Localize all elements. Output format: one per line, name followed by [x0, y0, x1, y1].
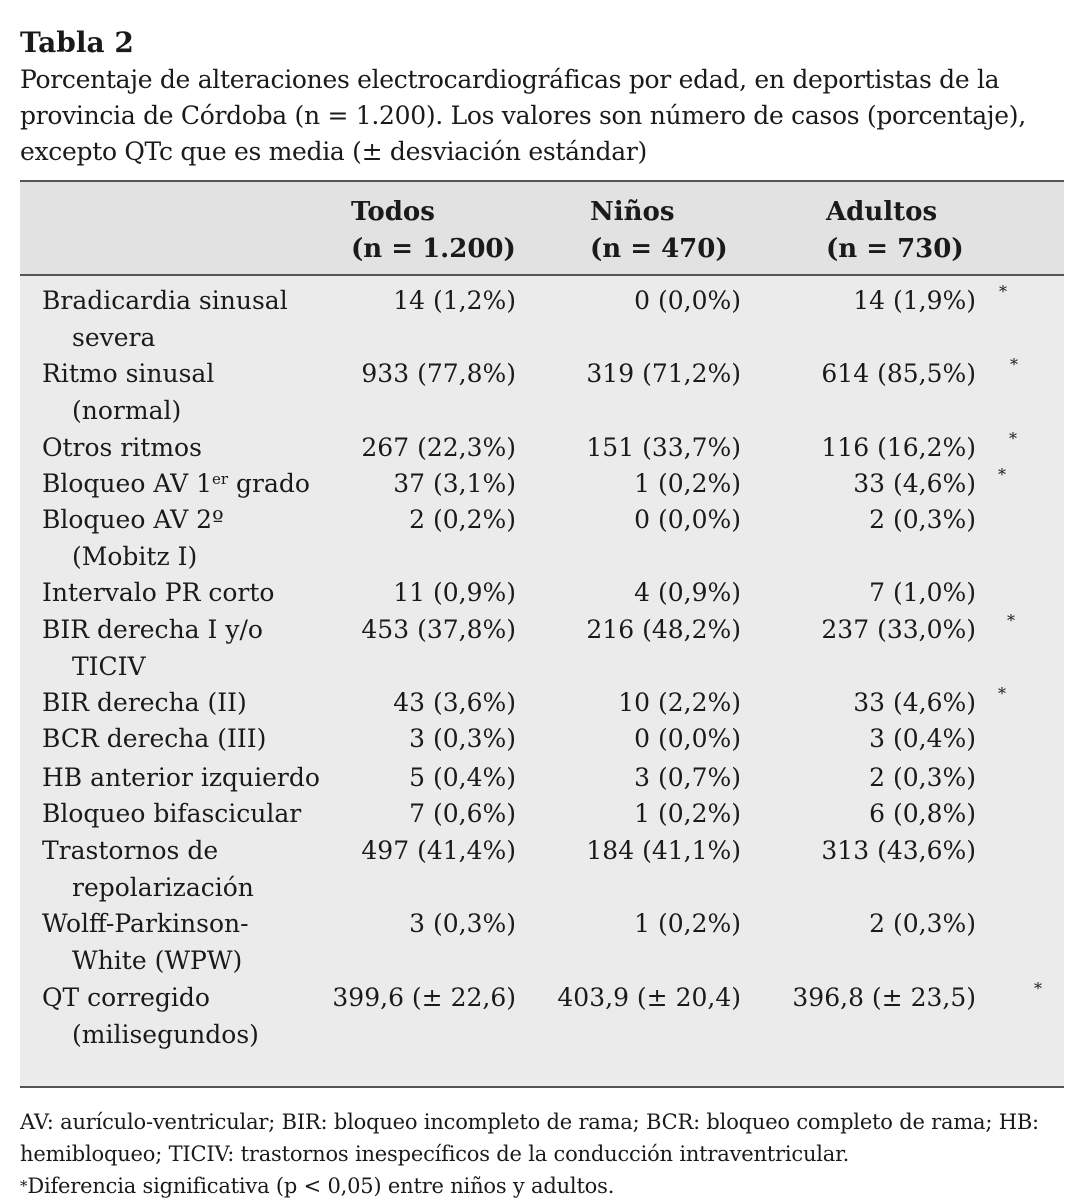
- cell-adultos: 2 (0,3%): [869, 909, 976, 938]
- footnote-sig-text: Diferencia significativa (p < 0,05) entre niños y adultos.: [27, 1174, 615, 1198]
- row-label: [42, 979, 362, 1053]
- cell-ninos: 3 (0,7%): [634, 763, 741, 792]
- table-caption: Porcentaje de alteraciones electrocardiográficas por edad, en deportistas de la provincia de Córdoba (n = 1.200). Los valores son número de casos (porcentaje), excepto QTc que es media (± desviación estándar): [20, 65, 1026, 166]
- cell-adultos: 33 (4,6%): [853, 688, 976, 717]
- cell-todos: 5 (0,4%): [409, 763, 516, 792]
- table-title: Tabla 2: [20, 26, 134, 59]
- cell-adultos: 396,8 (± 23,5): [792, 983, 976, 1012]
- cell-ninos: 10 (2,2%): [618, 688, 741, 717]
- cell-ninos: 403,9 (± 20,4): [557, 983, 741, 1012]
- cell-ninos: 4 (0,9%): [634, 578, 741, 607]
- row-label-superscript: er: [212, 470, 229, 488]
- row-label: [42, 574, 362, 611]
- row-label-line: Trastornos de: [42, 836, 219, 865]
- row-label-line: repolarización: [72, 873, 254, 902]
- cell-ninos: 0 (0,0%): [634, 286, 741, 315]
- row-label-line: (Mobitz I): [72, 542, 198, 571]
- cell-adultos: 116 (16,2%): [821, 433, 976, 462]
- significance-marker: *: [1010, 355, 1018, 374]
- row-label: [42, 720, 362, 757]
- cell-ninos: 216 (48,2%): [586, 615, 741, 644]
- footnote-abbreviations: AV: aurículo-ventricular; BIR: bloqueo incompleto de rama; BCR: bloqueo completo de rama; HB: hemibloqueo; TICIV: trastornos inespecíficos de la conducción intraventricular.: [20, 1110, 1039, 1166]
- cell-todos: 399,6 (± 22,6): [332, 983, 516, 1012]
- column-header-adultos: Adultos (n = 730): [826, 197, 964, 264]
- row-label: [42, 905, 362, 979]
- row-label-line: (normal): [72, 396, 182, 425]
- cell-adultos: 7 (1,0%): [869, 578, 976, 607]
- cell-todos: 3 (0,3%): [409, 724, 516, 753]
- cell-todos: 933 (77,8%): [361, 359, 516, 388]
- row-label: [42, 611, 362, 685]
- cell-todos: 14 (1,2%): [393, 286, 516, 315]
- row-label-text: grado: [228, 469, 310, 498]
- row-label: [42, 501, 362, 575]
- row-label: [42, 355, 362, 429]
- row-label-line: BIR derecha I y/o: [42, 615, 263, 644]
- row-label-line: Wolff-Parkinson-: [42, 909, 249, 938]
- cell-todos: 3 (0,3%): [409, 909, 516, 938]
- cell-adultos: 33 (4,6%): [853, 469, 976, 498]
- row-label-line: Ritmo sinusal: [42, 359, 215, 388]
- row-label: [42, 429, 362, 466]
- column-header-todos: Todos (n = 1.200): [351, 197, 516, 264]
- cell-todos: 453 (37,8%): [361, 615, 516, 644]
- row-label: [42, 684, 362, 721]
- row-label-line: Bloqueo AV 2º: [42, 505, 224, 534]
- row-label: [42, 759, 362, 796]
- cell-todos: 43 (3,6%): [393, 688, 516, 717]
- row-label-line: BCR derecha (III): [42, 724, 267, 753]
- row-label-line: BIR derecha (II): [42, 688, 247, 717]
- table-body: [20, 276, 1064, 1088]
- significance-marker: *: [1007, 611, 1015, 630]
- cell-adultos: 614 (85,5%): [821, 359, 976, 388]
- significance-marker: *: [999, 282, 1007, 301]
- cell-todos: 497 (41,4%): [361, 836, 516, 865]
- cell-adultos: 237 (33,0%): [821, 615, 976, 644]
- cell-ninos: 319 (71,2%): [586, 359, 741, 388]
- row-label-line: severa: [72, 323, 156, 352]
- cell-todos: 11 (0,9%): [393, 578, 516, 607]
- row-label: [42, 795, 362, 832]
- cell-adultos: 6 (0,8%): [869, 799, 976, 828]
- significance-marker: *: [998, 465, 1006, 484]
- row-label-line: Intervalo PR corto: [42, 578, 275, 607]
- significance-marker: *: [1034, 979, 1042, 998]
- cell-todos: 267 (22,3%): [361, 433, 516, 462]
- cell-ninos: 151 (33,7%): [586, 433, 741, 462]
- cell-adultos: 14 (1,9%): [853, 286, 976, 315]
- column-header-ninos: Niños (n = 470): [590, 197, 728, 264]
- table-footnote: [20, 1106, 1064, 1202]
- footnote-sig-marker: *: [20, 1177, 28, 1195]
- row-label-line: Otros ritmos: [42, 433, 202, 462]
- significance-marker: *: [998, 684, 1006, 703]
- cell-ninos: 1 (0,2%): [634, 469, 741, 498]
- row-label: [42, 282, 362, 356]
- cell-adultos: 2 (0,3%): [869, 763, 976, 792]
- cell-adultos: 3 (0,4%): [869, 724, 976, 753]
- cell-ninos: 0 (0,0%): [634, 724, 741, 753]
- table-header: [20, 182, 1064, 276]
- row-label: [42, 832, 362, 906]
- row-label: [42, 465, 362, 502]
- table-figure: [20, 26, 1064, 1202]
- cell-todos: 2 (0,2%): [409, 505, 516, 534]
- cell-ninos: 1 (0,2%): [634, 799, 741, 828]
- cell-todos: 37 (3,1%): [393, 469, 516, 498]
- cell-ninos: 184 (41,1%): [586, 836, 741, 865]
- row-label-line: White (WPW): [72, 946, 243, 975]
- cell-adultos: 2 (0,3%): [869, 505, 976, 534]
- row-label-text: Bloqueo AV 1: [42, 469, 213, 498]
- significance-marker: *: [1009, 429, 1017, 448]
- row-label-line: Bradicardia sinusal: [42, 286, 288, 315]
- row-label-line: (milisegundos): [72, 1020, 259, 1049]
- row-label-line: Bloqueo bifascicular: [42, 799, 302, 828]
- cell-todos: 7 (0,6%): [409, 799, 516, 828]
- cell-adultos: 313 (43,6%): [821, 836, 976, 865]
- row-label-line: TICIV: [72, 652, 146, 681]
- cell-ninos: 0 (0,0%): [634, 505, 741, 534]
- row-label-line: HB anterior izquierdo: [42, 763, 320, 792]
- row-label-line: QT corregido: [42, 983, 210, 1012]
- cell-ninos: 1 (0,2%): [634, 909, 741, 938]
